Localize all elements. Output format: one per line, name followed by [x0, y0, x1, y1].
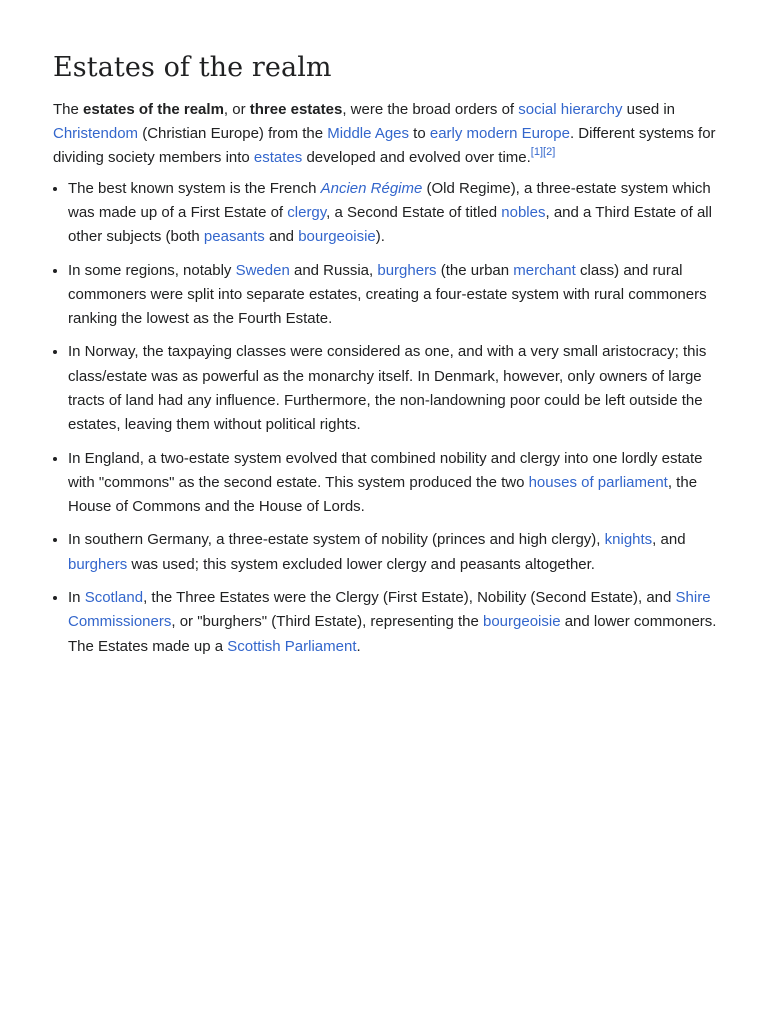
- text-run: The best known system is the French: [68, 179, 321, 197]
- text-run: , a Second Estate of titled: [326, 203, 502, 221]
- text-run: , the House of Commons and the House of Lords.: [68, 473, 698, 515]
- text-run: In: [68, 589, 85, 607]
- text-run: (Old Regime), a three-estate system which was made up of a First Estate of: [68, 179, 711, 221]
- text-run: . Different systems for dividing society members into: [53, 125, 716, 167]
- link-bourgeoisie[interactable]: bourgeoisie: [482, 613, 561, 631]
- text-run: developed and evolved over time.: [302, 149, 531, 167]
- text-run: , and: [652, 531, 686, 549]
- link-christendom[interactable]: Christendom: [53, 125, 139, 143]
- link-sweden[interactable]: Sweden: [235, 261, 290, 279]
- bold-term: three estates: [249, 101, 343, 118]
- text-run: used in: [622, 101, 676, 118]
- text-run: (the urban: [436, 261, 514, 279]
- text-run: In southern Germany, a three-estate system of nobility (princes and high clergy),: [68, 531, 605, 549]
- list-item-england: [68, 447, 718, 520]
- text-run: .: [356, 637, 361, 655]
- link-scottish-parliament[interactable]: Scottish Parliament: [227, 637, 357, 655]
- page-title: Estates of the realm: [53, 52, 332, 83]
- link-peasants[interactable]: peasants: [203, 228, 265, 246]
- text-run: and lower commoners. The Estates made up a: [68, 613, 717, 655]
- bold-term: estates of the realm: [83, 101, 224, 118]
- text-run: , or "burghers" (Third Estate), representing the: [171, 613, 483, 631]
- text-run: , and a Third Estate of all other subjects (both: [68, 203, 712, 246]
- text-run: , or: [223, 101, 250, 118]
- text-run: In some regions, notably: [68, 261, 236, 279]
- text-run: was used; this system excluded lower clergy and peasants altogether.: [127, 555, 595, 573]
- link-knights[interactable]: knights: [604, 531, 653, 549]
- text-run: The: [53, 101, 84, 118]
- link-middle-ages[interactable]: Middle Ages: [327, 125, 410, 143]
- list-item-france: [68, 177, 718, 250]
- text-run: class) and rural commoners were split into separate estates, creating a four-estate system with rural commoners ranking the lowest as the Fourth Estate.: [68, 261, 707, 327]
- estate-systems-list: [53, 177, 718, 659]
- link-houses-of-parliament[interactable]: houses of parliament: [528, 473, 668, 491]
- citation-link[interactable]: [1]: [530, 146, 544, 159]
- list-item-sweden-russia: [68, 259, 718, 332]
- text-run: to: [409, 125, 430, 143]
- link-clergy[interactable]: clergy: [287, 203, 327, 221]
- list-item-southern-germany: [68, 528, 718, 576]
- text-run: , were the broad orders of: [342, 101, 519, 118]
- link-estates[interactable]: estates: [253, 149, 303, 167]
- list-item-scotland: [68, 586, 718, 659]
- link-ancien-r-gime[interactable]: Ancien Régime: [320, 179, 423, 197]
- link-shire-commissioners[interactable]: Shire Commissioners: [68, 589, 711, 631]
- text-run: In Norway, the taxpaying classes were considered as one, and with a very small aristocracy; this class/estate was as powerful as the monarchy itself. In Denmark, however, only owners of large tracts of land had any influence. Furthermore, the non-landowning poor could be left outside the estates, leaving them without political rights.: [68, 343, 707, 434]
- lead-paragraph: [53, 98, 718, 171]
- citation-link[interactable]: [2]: [543, 146, 556, 159]
- link-merchant[interactable]: merchant: [513, 261, 576, 279]
- link-burghers[interactable]: burghers: [68, 555, 128, 573]
- link-nobles[interactable]: nobles: [501, 203, 546, 221]
- text-run: and Russia,: [289, 261, 378, 279]
- link-burghers[interactable]: burghers: [377, 261, 437, 279]
- text-run: , the Three Estates were the Clergy (First Estate), Nobility (Second Estate), and: [143, 589, 676, 607]
- link-early-modern-europe[interactable]: early modern Europe: [429, 125, 570, 143]
- list-item-norway-denmark: [68, 340, 718, 437]
- text-run: In England, a two-estate system evolved that combined nobility and clergy into one lordly estate with "commons" as the second estate. This system produced the two: [68, 449, 703, 491]
- text-run: (Christian Europe) from the: [138, 125, 328, 143]
- link-bourgeoisie[interactable]: bourgeoisie: [298, 228, 376, 246]
- text-run: and: [264, 228, 299, 246]
- article: [53, 0, 718, 668]
- link-scotland[interactable]: Scotland: [84, 589, 144, 607]
- text-run: ).: [375, 228, 385, 246]
- link-social-hierarchy[interactable]: social hierarchy: [518, 101, 623, 118]
